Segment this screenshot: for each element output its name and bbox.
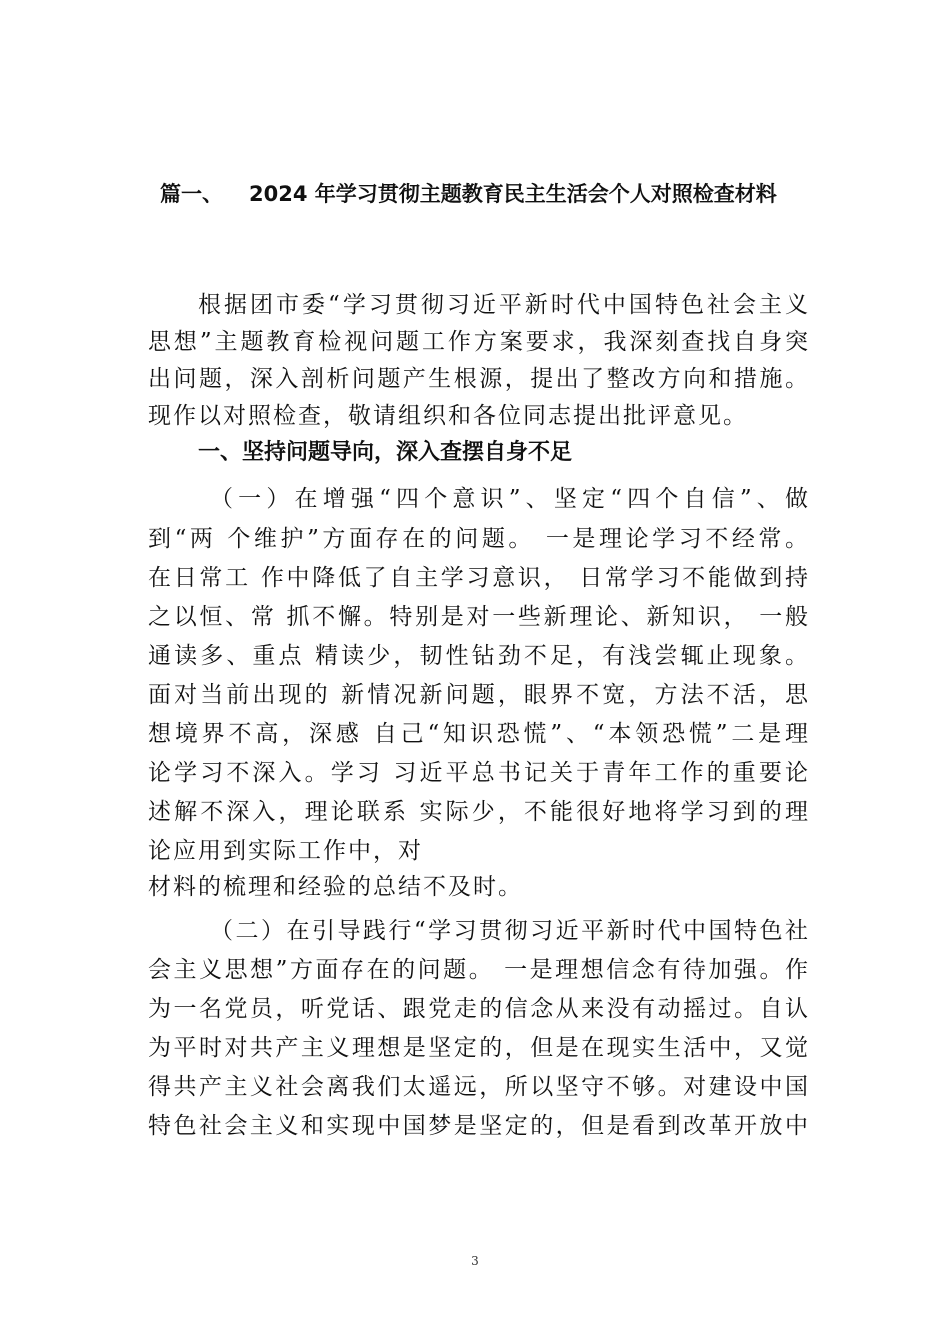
paragraph-line: 之以恒、常 抓不懈。特别是对一些新理论、新知识， 一般 bbox=[148, 604, 808, 630]
paragraph-line: 得共产主义社会离我们太遥远，所以坚守不够。对建设中国 bbox=[148, 1074, 808, 1100]
section-heading: 一、坚持问题导向，深入查摆自身不足 bbox=[198, 440, 573, 465]
paragraph-line: 论学习不深入。学习 习近平总书记关于青年工作的重要论 bbox=[148, 760, 808, 786]
intro-line: 思想”主题教育检视问题工作方案要求，我深刻查找自身突 bbox=[148, 329, 808, 355]
paragraph-line: 为平时对共产主义理想是坚定的，但是在现实生活中，又觉 bbox=[148, 1035, 808, 1061]
document-title bbox=[160, 178, 840, 210]
intro-line: 根据团市委“学习贯彻习近平新时代中国特色社会主义 bbox=[198, 292, 808, 318]
paragraph-line: 会主义思想”方面存在的问题。 一是理想信念有待加强。作 bbox=[148, 957, 808, 983]
intro-line: 现作以对照检查，敬请组织和各位同志提出批评意见。 bbox=[148, 403, 748, 429]
paragraph-line: 到“两 个维护”方面存在的问题。 一是理论学习不经常。 bbox=[148, 526, 808, 552]
title-prefix: 篇一、 bbox=[160, 182, 223, 206]
paragraph-line: 特色社会主义和实现中国梦是坚定的，但是看到改革开放中 bbox=[148, 1113, 808, 1139]
paragraph-line: 为一名党员，听党话、跟党走的信念从来没有动摇过。自认 bbox=[148, 996, 808, 1022]
title-text: 2024 年学习贯彻主题教育民主生活会个人对照检查材料 bbox=[249, 182, 777, 206]
intro-line: 出问题，深入剖析问题产生根源，提出了整改方向和措施。 bbox=[148, 366, 808, 392]
paragraph-line: （二）在引导践行“学习贯彻习近平新时代中国特色社 bbox=[210, 918, 808, 944]
paragraph-line: 材料的梳理和经验的总结不及时。 bbox=[148, 874, 523, 900]
paragraph-line: 在日常工 作中降低了自主学习意识， 日常学习不能做到持 bbox=[148, 565, 808, 591]
paragraph-line: 想境界不高，深感 自己“知识恐慌”、“本领恐慌”二是理 bbox=[148, 721, 808, 747]
paragraph-line: 通读多、重点 精读少，韧性钻劲不足，有浅尝辄止现象。 bbox=[148, 643, 808, 669]
paragraph-line: 论应用到实际工作中，对 bbox=[148, 838, 423, 864]
page-number: 3 bbox=[471, 1254, 479, 1268]
paragraph-line: 面对当前出现的 新情况新问题，眼界不宽，方法不活，思 bbox=[148, 682, 808, 708]
paragraph-line: （一）在增强“四个意识”、坚定“四个自信”、做 bbox=[210, 486, 808, 512]
paragraph-line: 述解不深入，理论联系 实际少，不能很好地将学习到的理 bbox=[148, 799, 808, 825]
